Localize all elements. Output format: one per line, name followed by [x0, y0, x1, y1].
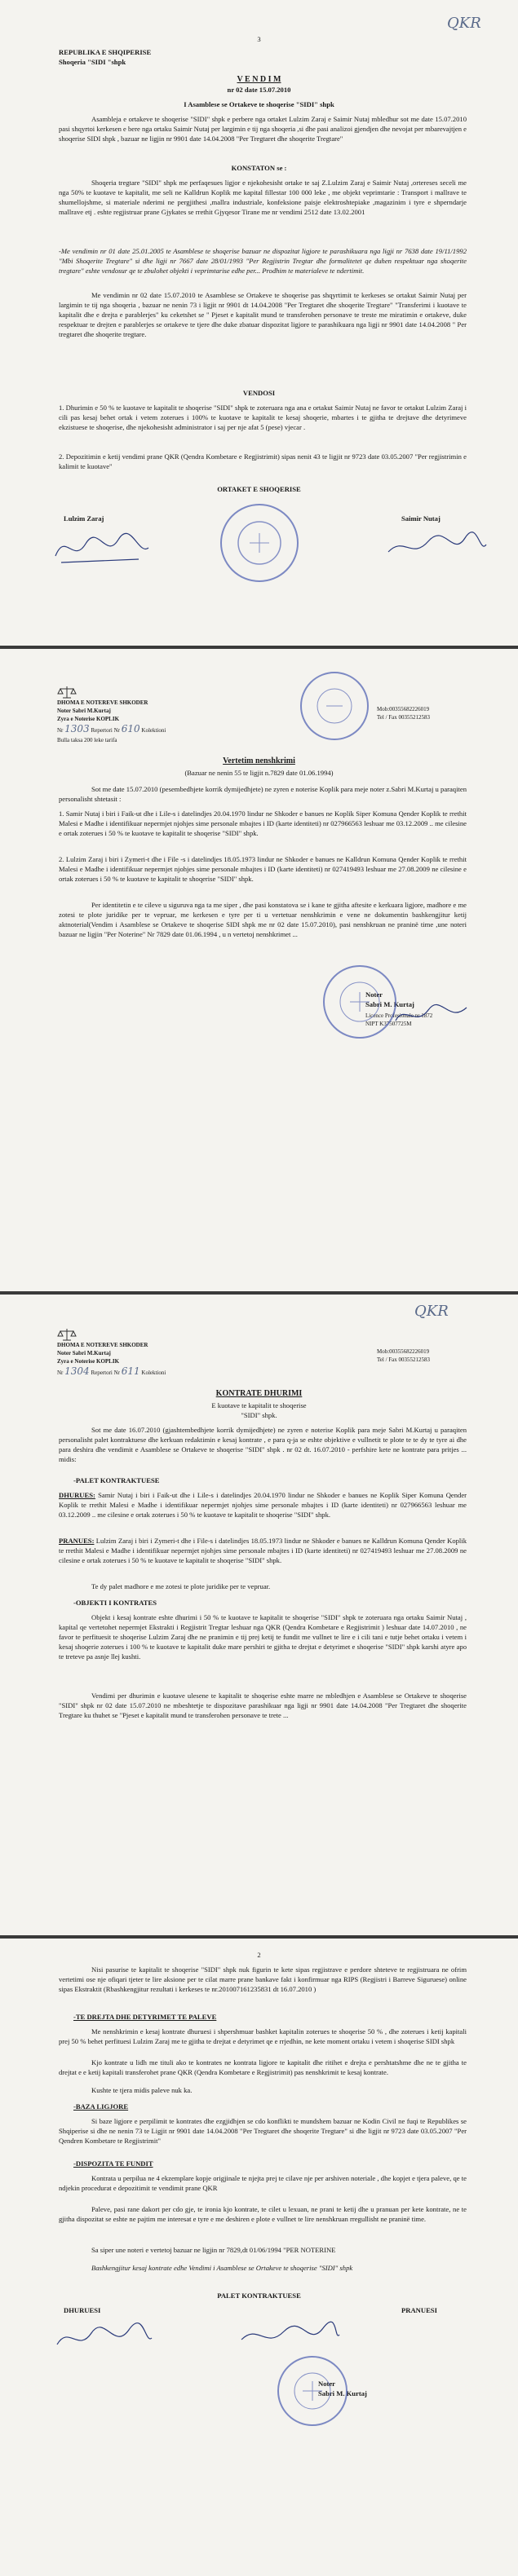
signatory-right-name: Saimir Nutaj: [401, 514, 441, 523]
partners-footer: ORTAKET E SHOQERISE: [217, 485, 301, 493]
decision-item-1: 1. Dhurimin e 50 % te kuotave te kapitalit te shoqerise "SIDI" shpk te zoteruara nga ana e ortakut Saimir Nutaj ne favor te ortakut Lulzim Zaraj i cili pas kesaj behet ortak i vetem zoterues i 100% te kuotave te kapitalit te kesaj shoqerie, mbartes i te gjitha te drejtave dhe detyrimeve ekzistuese te shoqerise, dhe njekohesisht administrator i saj per nje afat 5 (pese) vjecar .: [59, 404, 467, 431]
decision-text: Vendimi per dhurimin e kuotave ulesene te kapitalit te shoqerise eshte marre ne mbledhjen e Asamblese se Ortakeve te shoqerise "SIDI" shpk nr 02 date 15.07.2010 ne mbeshtetje te dispozitave parashikuar nga ligji nr 9901 date 14.04.2008 "Per Tregtaret dhe shoqerite Tregtare ku thuhet se "Pjeset e kapitalit mund te transferohen personave te trete ...: [59, 1692, 467, 1719]
paragraph-2: Shoqeria tregtare "SIDI" shpk me perfaqesues ligjor e njekohesisht ortake te saj Z.Lulzim Zaraj e Saimir Nutaj ,ortereses seceli me nga 50% te kuotave te kapitalit, me seli ne Kalldrun Koplik me kapital fillestar 100 000 leke , me objekt veprimtarie : Transport i mallrave te shumellojshme, si materiale nderimi ne pergjithesi ,mallra industriale, konfeksione paisje elektroshtepiake ,magazinim i tyre e shperndarje mallrave etj . eshte regjistruar prane Gjykates se rrethit Gjyqesor Tirane me nr vendimi 2512 date 13.02.2001: [59, 179, 467, 216]
verification-subtitle: (Bazuar ne nenin 55 te ligjit n.7829 date 01.06.1994): [184, 769, 334, 777]
final-provisions-text-1: Kontrata u perpilua ne 4 ekzemplare kopje origjinale te njejta prej te cilave nje per arshiven noteriale , dhe kopjet e tjera paleve, qe te ndjekin procedurat e depozitimit te vendimit prane QKR: [59, 2174, 467, 2192]
parties-note: Te dy palet madhore e me zotesi te plote juridike per te vepruar.: [91, 1582, 271, 1590]
donor-signature: [51, 2315, 157, 2361]
notary-office-line-1: DHOMA E NOTEREVE SHKODER: [57, 1342, 148, 1348]
recipient-signature: [237, 2315, 343, 2361]
corner-mark-qkr: QKR: [447, 15, 481, 32]
signature-right: [383, 523, 489, 572]
corner-mark-qkr: QKR: [414, 1303, 449, 1320]
notary-signature: [392, 998, 473, 1030]
phone-mobile: Mob:00355682226019: [377, 1348, 430, 1355]
phone-fax: Tel / Fax 00355212583: [377, 1356, 431, 1363]
kol-text: Kolektioni: [141, 1370, 166, 1376]
document-heading: I Asamblese se Ortakeve te shoqerise "SIDI" shpk: [184, 100, 334, 108]
page-number: 3: [257, 35, 261, 43]
notary-certification: Sa siper une noteri e vertetoj bazuar ne ligjin nr 7829,dt 01/06/1994 "PER NOTERINE: [91, 2246, 336, 2254]
notary-label: Noter: [318, 2380, 335, 2388]
parties-footer: PALET KONTRAKTUESE: [217, 2291, 301, 2300]
notary-stamp: [277, 2356, 348, 2426]
rights-text-1: Me nenshkrimin e kesaj kontrate dhuruesi i shpershmuar bashket kapitalin zoterues te shoqerise 50 % , dhe zoterues i ketij kapitali prej 50 % behet perfituesi Lulzim Zaraj me te gjitha te drejtat e detyrimet qe e rrjedhin, ne kete moment ortaku i vetem i shoqerise SIDI shpk: [59, 2027, 467, 2045]
paragraph-1: Asambleja e ortakeve te shoqerise "SIDI" shpk e perbere nga ortaket Lulzim Zaraj e Saimir Nutaj mbledhur sot me date 15.07.2010 pasi shqyrtoi kerkesen e bere nga ortaku Saimir Nutaj per largimin e tij nga shoqeria ,si dhe pasi analizoi gjendjen dhe nevojat per mbarevajtjen e shoqerise SIDI shpk , bazuar ne ligjin nr 9901 date 14.04.2008 "Per Tregtaret dhe shoqerite Tregtare": [59, 115, 467, 143]
recipient-footer-label: PRANUESI: [401, 2306, 437, 2314]
parties-heading: -PALET KONTRAKTUESE: [73, 1476, 160, 1484]
encumbrance-paragraph: Nisi pasurise te kapitalit te shoqerise "SIDI" shpk nuk figurin te kete sipas regjistrave e perdore shteteve te regjistruara ne ofrim vertetimi ose nje ofiqari tjeter te lire aksione per te cilat marre prane bankave fakt i konfirmuar nga RIPS (Regjistri i Barreve Siguruese) online sipas Ekstraktit (Rbashkengjitur rezultati i kerkeses te nr.201007161235831 dt 16.07.2010 ): [59, 1965, 467, 1993]
verification-paragraph-2: Per identitetin e te cileve u siguruva nga ta me siper , dhe pasi konstatova se i kane te gjitha aftesite e kerkuara ligjore, madhore e me zotesi te plote juridike per te vepruar, me kerkesen e tyre per ti u vertetuar nenshkrimin e vene ne dokumentin bashkengjitur ketij aktnoterial(Vendim i Asamblese se Ortakeve te shoqerise SIDI shpk me nr 02 date 15.07.2010), pasi nenshkruan ne praninë time ,une noteri bazuar ne ligjin "Per Noterine" Nr 7829 date 01.06.1994 , u n vertetoj nenshkrimet ...: [59, 901, 467, 938]
vendosi-heading: VENDOSI: [242, 389, 276, 397]
final-provisions-heading: -DISPOZITA TE FUNDIT: [73, 2159, 153, 2168]
signatory-left-name: Lulzim Zaraj: [64, 514, 104, 523]
rep-label: Nr: [57, 727, 64, 734]
notary-office-line-1: DHOMA E NOTEREVE SHKODER: [57, 699, 148, 706]
kol-value: 611: [121, 1365, 140, 1377]
repertori-line: [57, 723, 253, 734]
final-provisions-text-2: Paleve, pasi rane dakort per cdo gje, te ironia kjo kontrate, te cilet u lexuan, ne prani te ketij dhe u pranuan per kete kontrate, ne te gjitha dispozitat se eshte ne pajtim me interesat e tyre e me deshiren e plote e vullnet te lire nenshkruan rregullisht ne praninë time.: [59, 2205, 467, 2223]
object-text: Objekt i kesaj kontrate eshte dhurimi i 50 % te kuotave te kapitalit te shoqerise "SIDI" shpk te zoteruara nga ortaku Saimir Nutaj , kapital qe vertetohet nepermjet Ekstrakti i Regjistrit Tregtar leshuar nga QKR (Qendra Kombetare e Regjistrimit ) leshuar date 14.07.2010 , ne favor te perfituesit te shoqerise Lulzim Zaraj dhe ne pranimin e tij prej ketij te fundit me vullnet te lire e i cili tani e tutje behet ortaku i vetem i kesaj shoqerie zoterues i 100 % te kuotave te kapitalit duke mare pershiri te gjitha te drejtat e detyrimet e shoqerise "SIDI" shpk karshi atyre apo te treteve pa asnje llej kushti.: [59, 1613, 467, 1661]
rep-text: Repertori Nr: [91, 1370, 121, 1376]
rep-label: Nr: [57, 1370, 64, 1376]
page-3: [0, 1295, 518, 1935]
notary-name: Sabri M. Kurtaj: [365, 1000, 414, 1008]
recipient-block: [59, 1536, 467, 1565]
donor-label: DHURUES:: [59, 1491, 95, 1499]
rep-value: 1303: [64, 723, 90, 734]
kol-value: 610: [121, 723, 140, 734]
org-line-2: Shoqeria "SIDI "shpk: [59, 58, 126, 66]
signature-left: [49, 523, 155, 572]
phone-mobile: Mob:00355682226019: [377, 706, 430, 712]
attachment-note: Bashkengjitur kesaj kontrate edhe Vendimi i Asamblese se Ortakeve te shoqerise "SIDI" shpk: [91, 2264, 353, 2272]
contract-title: KONTRATE DHURIMI: [215, 1389, 303, 1398]
rep-value: 1304: [64, 1365, 90, 1377]
notary-name: Sabri M. Kurtaj: [318, 2389, 367, 2397]
notary-office-line-3: Zyra e Noterise KOPLIK: [57, 716, 120, 722]
legal-basis-heading: -BAZA LIGJORE: [73, 2102, 129, 2111]
donor-text: Samir Nutaj i biri i Faik-ut dhe i Lile-s i datelindjes 20.04.1970 lindur ne Shkoder e banues ne Koplik Siper Komuna Qender Koplik te rrethit Malesi e Madhe i identifikuar nepermjet njohjes sime personale mbajtes i ID (karte identiteti) nr 027966563 leshuar me 03.12.2009 .. me cilesine e ortak zoterues i 50 % te kuotave te kapitalit te shoqerise "SIDI" shpk.: [59, 1491, 467, 1519]
verification-title: Vertetim nenshkrimi: [223, 756, 295, 765]
rep-text: Repertori Nr: [91, 727, 121, 734]
verification-person-2: 2. Lulzim Zaraj i biri i Zymeri-t dhe i File -s i datelindjes 18.05.1973 lindur ne Shkoder e banues ne Kalldrun Komuna Qender Koplik te rrethit Malesi e Madhe i identifikuar nepermjet njohjes sime personale mbajtes i ID (karte identiteti) nr 027419493 leshuar me 27.08.2009 ne cilesine e ortak zoterues i 50 % te kuotave te kapitalit te shoqerise "SIDI" shpk.: [59, 855, 467, 883]
other-terms: Kushte te tjera midis paleve nuk ka.: [91, 2086, 193, 2094]
paragraph-4: Me vendimin nr 02 date 15.07.2010 te Asamblese se Ortakeve te shoqerise pas shqyrtimit te kerkeses se ortakut Saimir Nutaj per largimin te tij nga shoqeria , bazuar ne nenin 73 i ligjit nr 9901 dt 14.04.2008 "Per Tregtaret dhe shoqerite Tregtare" "Transferimi i kuotave te kapitalit dhe e drejta e parablerjes" ku ceketshet se " Pjeset e kapitalit mund te transferohen personave te treste me miratimin e ortakeve, duke respektuar te drejten e parablerjes se ortakeve te tjere dhe duke zbatuar dispozitat ligjore te parashikuara nga ligji nr 9901 date 14.04.2008 " Per tregtaret dhe shoqerite tregtare.: [59, 291, 467, 338]
document-subtitle: nr 02 date 15.07.2010: [227, 86, 291, 94]
kol-text: Kolektioni: [141, 727, 166, 734]
org-line-1: REPUBLIKA E SHQIPERISE: [59, 48, 152, 56]
page-2: [0, 649, 518, 1291]
legal-basis-text: Si baze ligjore e perpilimit te kontrates dhe ezgjidhjen se cdo konflikti te mundshem bazuar ne Kodin Civil ne fuqi te Republikes se Shqiperise si dhe ne nenin 73 te Ligjit nr 9901 date 14.04.2008 "Per Tregtaret dhe shoqerite Tregtare" si dhe ligjit nr 9723 date 03.05.2007 "Per Qendren Kombetare te Regjistrimit": [59, 2117, 467, 2145]
repertori-line: [57, 1365, 253, 1377]
notary-nipt: NIPT K37507725M: [365, 1021, 412, 1027]
object-heading: -OBJEKTI I KONTRATES: [73, 1599, 157, 1607]
recipient-label: PRANUES:: [59, 1537, 95, 1545]
verification-person-1: 1. Samir Nutaj i biri i Faik-ut dhe i Lile-s i datelindjes 20.04.1970 lindur ne Shkoder e banues ne Koplik Siper Komuna Qender Koplik te rrethit Malesi e Madhe i identifikuar nepermjet njohjes sime personale mbajtes i ID (karte identiteti) nr 027966563 leshuar me 03.12.2009 .. me cilesine e ortak zoterues i 50 % te kuotave te kapitalit te shoqerise "SIDI" shpk.: [59, 809, 467, 837]
verification-paragraph-1: Sot me date 15.07.2010 (pesembedhjete korrik dymijedhjete) ne zyren e noterise Koplik para meje noter z.Sabri M.Kurtaj u paraqiten personalisht shtetasit :: [59, 785, 467, 803]
fee-line: Bulla taksa 200 leke tarifa: [57, 737, 117, 743]
notary-office-line-3: Zyra e Noterise KOPLIK: [57, 1358, 120, 1365]
notary-office-line-2: Noter Sabri M.Kurtaj: [57, 708, 111, 714]
notary-license: Licence Profesionale nr 1872: [365, 1012, 433, 1019]
notary-stamp-bottom: [323, 965, 396, 1039]
donor-block: [59, 1490, 467, 1520]
company-stamp: [220, 504, 299, 582]
scales-of-justice-icon: [57, 685, 77, 699]
donor-footer-label: DHURUESI: [64, 2306, 101, 2314]
scales-of-justice-icon: [57, 1327, 77, 1342]
phone-fax: Tel / Fax 00355212583: [377, 714, 431, 721]
notary-office-line-2: Noter Sabri M.Kurtaj: [57, 1350, 111, 1356]
rights-heading: -TE DREJTA DHE DETYRIMET TE PALEVE: [73, 2013, 217, 2021]
page-4: [0, 1939, 518, 2576]
page-1: [0, 0, 518, 646]
notary-stamp-top: [300, 672, 369, 740]
rights-text-2: Kjo kontrate u lidh me tituli ako te kontrates ne kontrata ligjore te kapitalit dhe ritihet e drejta e pershtatshme dhe ne te gjitha te drejtat e e ketij kapitali transferohet prane QKR (Qendra Kombetare e Regjistrimit) pas nenshkrimit te kesaj kontrate.: [59, 2058, 467, 2076]
document-title: V E N D I M: [237, 75, 281, 84]
notary-label: Noter: [365, 990, 383, 999]
contract-subtitle-1: E kuotave te kapitalit te shoqerise: [211, 1401, 307, 1409]
contract-subtitle-2: "SIDI" shpk.: [241, 1411, 277, 1419]
recipient-text: Lulzim Zaraj i biri i Zymeri-t dhe i File-s i datelindjes 18.05.1973 lindur ne Shkoder e banues ne Kalldrun Komuna Qender Koplik te rrethit Malesi e Madhe i identifikuar nepermjet njohjes sime personale mbajtes i ID (karte identiteti) nr 027419493 leshuar me 27.08.2009 ne cilesine e ortak zoterues i 50 % te kuotave te kapitalit te shoqerise "SIDI" shpk.: [59, 1537, 467, 1564]
decision-item-2: 2. Depozitimin e ketij vendimi prane QKR (Qendra Kombetare e Regjistrimit) sipas nenit 43 te ligjit nr 9723 date 03.05.2007 "Per regjistrimin e kalimit te kuotave": [59, 452, 467, 470]
page-number: 2: [257, 1951, 261, 1959]
contract-paragraph-1: Sot me date 16.07.2010 (gjashtembedhjete korrik dymijedhjete) ne zyren e noterise Koplik para meje Sabri M.Kurtaj u paraqiten personalisht palet kontraktuese dhe kerkuan redaktimin e kesaj kontrate , e para q-ja se eshte objektive e vullnetit te plote te te dy te tyre ai dhe para deshira dhe vendimit e Asamblese se Ortakeve te shoqerise "SIDI" shpk . nr 02 dt. 16.07.2010 - perfshire kete ne kontrate para pritjes ... midis:: [59, 1426, 467, 1463]
paragraph-3: -Me vendimin nr 01 date 25.01.2005 te Asamblese te shoqerise bazuar ne dispozitat ligjore te parashikuara nga ligji nr 7638 date 19/11/1992 "Mbi Shoqerite Tregtare" si dhe ligji nr 7667 date 28/01/1993 "Per Regjistrin Tregtar dhe formalitetet qe duhen respektuar nga shoqerite tregtare" eshte vendosur qe te zbulohet objekti i veprimtarise edhe per... Prodhim te materialeve te ndertimit.: [59, 247, 467, 275]
konstaton-heading: KONSTATON se :: [231, 164, 287, 172]
